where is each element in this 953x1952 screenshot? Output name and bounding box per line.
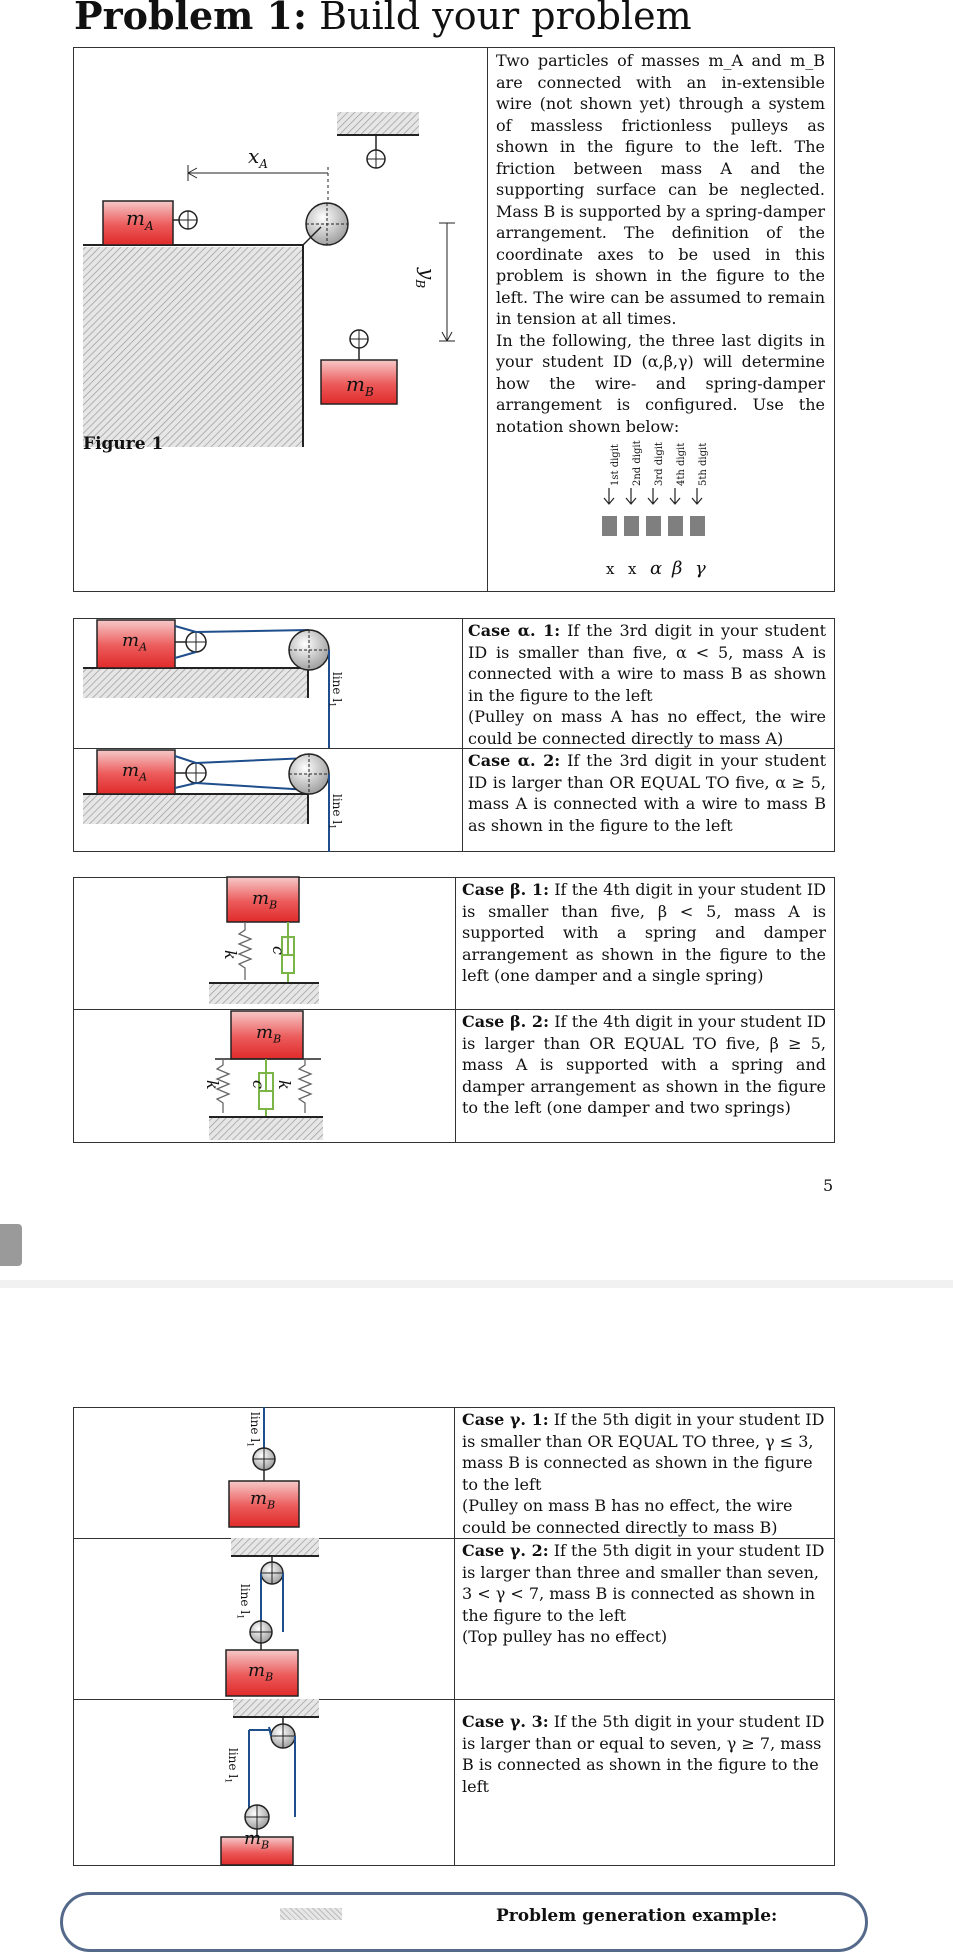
alpha1-pulley-a-icon [186, 632, 206, 652]
alpha1-line-label: line $l_1$ [327, 672, 344, 708]
beta2-spring-label-left: k [203, 1080, 222, 1090]
case-gamma1-text: Case γ. 1: If the 5th digit in your student ID is smaller than OR EQUAL TO three, γ ≤ 3, mass B is connected as shown in the figure to the left (Pulley on mass B has no effect, the wire could be connected directly to mass B) [462, 1410, 825, 1537]
alpha2-corner-pulley-icon [289, 754, 329, 794]
mass-b-label: $m_B$ [346, 372, 374, 399]
gamma2-bottom-pulley-icon [250, 1621, 272, 1643]
page-title: Problem 1: Build your problem [74, 0, 692, 38]
digit-label-3: 3rd digit [654, 442, 665, 486]
alpha2-pulley-a-icon [186, 763, 206, 783]
alpha1-mass-label: $m_A$ [122, 630, 148, 654]
example-title: Problem generation example: [496, 1906, 778, 1926]
alpha1-corner-pulley-icon [289, 630, 329, 670]
pulley-b-icon [350, 330, 368, 348]
case-beta1-text: Case β. 1: If the 4th digit in your student ID is smaller than five, β < 5, mass A is supported with a spring and damper arrangement as shown in the figure to the left (one damper and a single spring) [462, 880, 827, 985]
digit-symbol-2: x [628, 560, 637, 578]
digit-label-2: 2nd digit [632, 440, 643, 486]
example-hatch [280, 1908, 342, 1920]
digit-symbol-4: β [672, 558, 683, 579]
gamma1-pulley-icon [253, 1448, 275, 1470]
page-break [0, 1280, 953, 1288]
alpha2-mass-label: $m_A$ [122, 760, 148, 784]
alpha2-line-label: line $l_1$ [327, 794, 344, 830]
gamma2-line-label: line $l_1$ [235, 1584, 252, 1620]
case-gamma2-text: Case γ. 2: If the 5th digit in your student ID is larger than three and smaller than seven, 3 < γ < 7, mass B is connected as shown in the figure to the left (Top pulley has no effect) [462, 1541, 825, 1646]
gamma3-line-label: line $l_1$ [223, 1748, 240, 1784]
case-beta2-text: Case β. 2: If the 4th digit in your student ID is larger than OR EQUAL TO five, β ≥ 5, mass A is supported with a spring and damper arrangement as shown in the figure to the left (one damper and two springs) [462, 1012, 827, 1117]
case-gamma3-text: Case γ. 3: If the 5th digit in your student ID is larger than or equal to seven, γ ≥ 7, mass B is connected as shown in the figure to the left [462, 1712, 825, 1796]
figure1-label: Figure 1 [83, 434, 164, 454]
gamma3-mass-label: $m_B$ [244, 1828, 270, 1852]
y-b-label: $y_B$ [413, 268, 440, 289]
gamma1-line-label: line $l_1$ [245, 1412, 262, 1448]
page-number: 5 [823, 1176, 834, 1195]
intro-text [496, 50, 825, 437]
x-a-label: $x_A$ [248, 144, 268, 171]
case-alpha2-text: Case α. 2: If the 3rd digit in your student ID is larger than OR EQUAL TO five, α ≥ 5, mass A is connected with a wire to mass B as shown in the figure to the left [468, 751, 827, 835]
gamma1-diagram [73, 1407, 454, 1538]
beta1-damper-label: c [269, 946, 288, 955]
beta2-mass-label: $m_B$ [256, 1022, 282, 1046]
digit-symbol-3: α [650, 558, 663, 579]
ceiling-pulley-icon [367, 150, 385, 168]
beta1-mass-label: $m_B$ [252, 888, 278, 912]
gamma1-mass-label: $m_B$ [250, 1488, 276, 1512]
digit-symbol-5: γ [695, 558, 706, 579]
digit-symbol-1: x [606, 560, 615, 578]
beta2-spring-label-right: k [275, 1080, 294, 1090]
page-side-tab[interactable] [0, 1224, 22, 1266]
digit-notation [600, 424, 720, 584]
intro-para-1: Two particles of masses m_A and m_B are connected with an in-extensible wire (not shown yet) through a system of massless frictionless pulleys as shown in the figure to the left. The friction between mass A and the supporting surface can be neglected. Mass B is supported by a spring-damper arrangement. The definition of the coordinate axes to be used in this problem is shown in the figure to the left. The wire can be assumed to remain in tension at all times. [496, 51, 825, 328]
gamma2-mass-label: $m_B$ [248, 1660, 274, 1684]
beta1-spring-label: k [221, 950, 240, 960]
digit-label-1: 1st digit [610, 444, 621, 486]
intro-para-2: In the following, the three last digits in your student ID (α,β,γ) will determine how the wire- and spring-damper arrangement is configured. Use the notation shown below: [496, 330, 825, 436]
pulley-a-icon [179, 211, 197, 229]
gamma3-top-pulley-icon [271, 1724, 295, 1748]
corner-pulley-icon [306, 203, 348, 245]
ground-block [83, 247, 303, 447]
gamma3-bottom-pulley-icon [245, 1805, 269, 1829]
case-alpha1-text: Case α. 1: If the 3rd digit in your student ID is smaller than five, α < 5, mass A is connected with a wire to mass B as shown in the figure to the left (Pulley on mass A has no effect, the wire could be connected directly to mass A) [468, 621, 827, 748]
digit-label-4: 4th digit [676, 442, 687, 486]
beta2-damper-label: c [249, 1080, 268, 1089]
mass-a-label: $m_A$ [126, 206, 154, 233]
gamma2-top-pulley-icon [261, 1562, 283, 1584]
digit-label-5: 5th digit [698, 442, 709, 486]
figure1-diagram [73, 47, 487, 592]
